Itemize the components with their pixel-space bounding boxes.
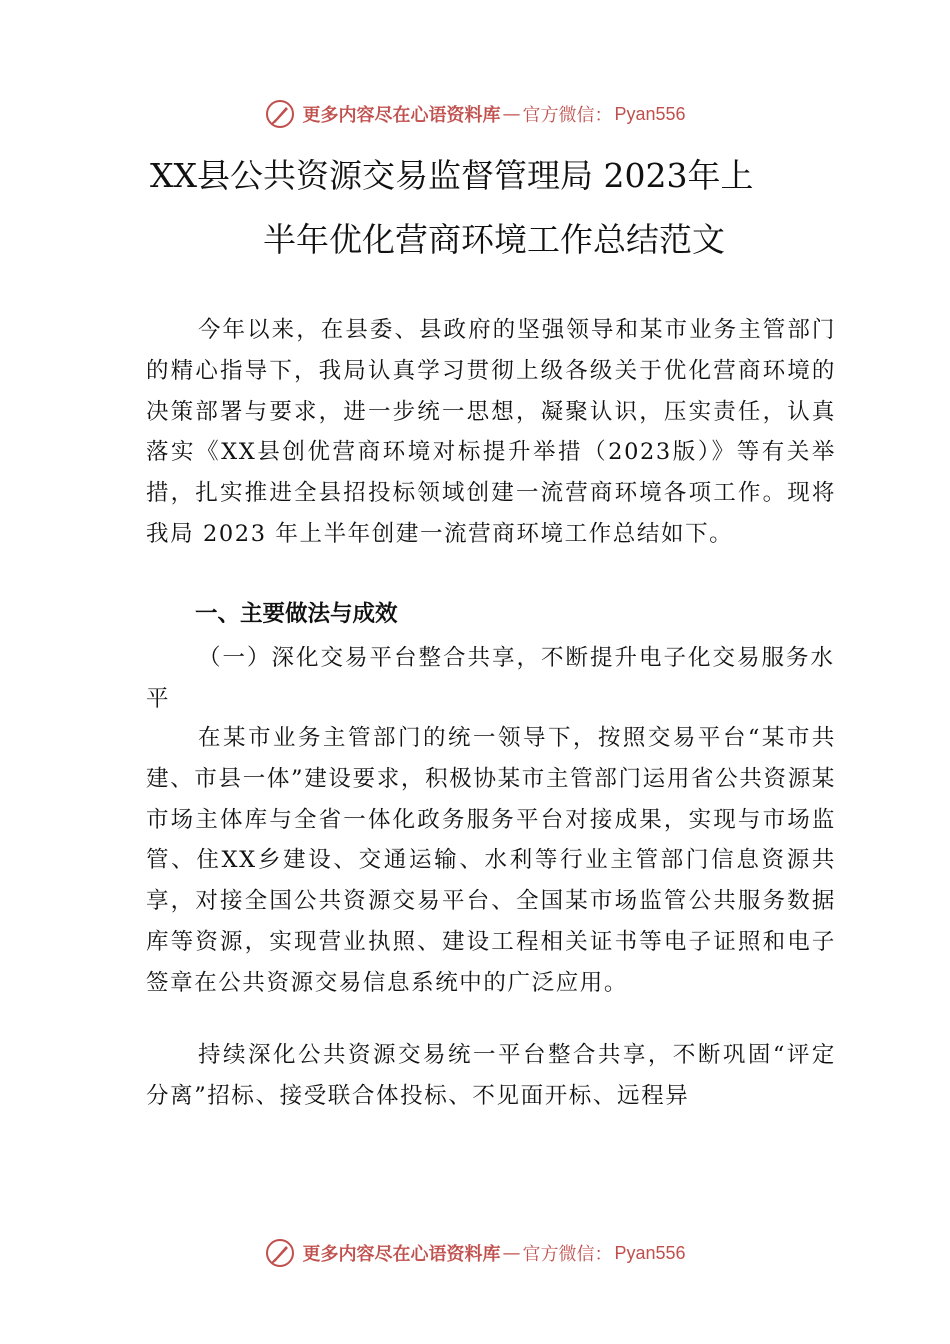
body-paragraph-2: 在某市业务主管部门的统一领导下，按照交易平台“某市共建、市县一体”建设要求，积极协某市主管部门运用省公共资源某市场主体库与全省一体化政务服务平台对接成果，实现与市场监管、住XX乡建设、交通运输、水利等行业主管部门信息资源共享，对接全国公共资源交易平台、全国某市场监管公共服务数据库等资源，实现营业执照、建设工程相关证书等电子证照和电子签章在公共资源交易信息系统中的广泛应用。 [146, 725, 836, 996]
watermark-wechat-id: Pyan556 [614, 1242, 686, 1263]
watermark-brand: 更多内容尽在心语资料库 [302, 1244, 501, 1265]
subsection-heading: （一）深化交易平台整合共享，不断提升电子化交易服务水平 [146, 645, 836, 712]
document-title-line-2: 半年优化营商环境工作总结范文 [263, 220, 725, 259]
watermark-wechat-id: Pyan556 [614, 103, 686, 124]
quill-logo-icon [264, 1237, 296, 1269]
watermark-official-label: 官方微信： [522, 105, 613, 126]
watermark-dash: — [502, 1242, 521, 1264]
document-title-line-1: XX县公共资源交易监督管理局 2023年上 [150, 156, 754, 195]
watermark-dash: — [502, 103, 521, 125]
watermark-brand: 更多内容尽在心语资料库 [302, 105, 501, 126]
body-paragraph-3: 持续深化公共资源交易统一平台整合共享，不断巩固“评定分离”招标、接受联合体投标、不见面开标、远程异 [146, 1042, 836, 1109]
section-heading: 一、主要做法与成效 [195, 601, 398, 627]
watermark-header [0, 94, 950, 134]
watermark-footer [0, 1233, 950, 1273]
watermark-official-label: 官方微信： [522, 1244, 613, 1265]
intro-paragraph: 今年以来，在县委、县政府的坚强领导和某市业务主管部门的精心指导下，我局认真学习贯彻上级各级关于优化营商环境的决策部署与要求，进一步统一思想，凝聚认识，压实责任，认真落实《XX县创优营商环境对标提升举措（2023版）》等有关举措，扎实推进全县招投标领域创建一流营商环境各项工作。现将我局 2023 年上半年创建一流营商环境工作总结如下。 [146, 317, 836, 547]
quill-logo-icon [264, 98, 296, 130]
